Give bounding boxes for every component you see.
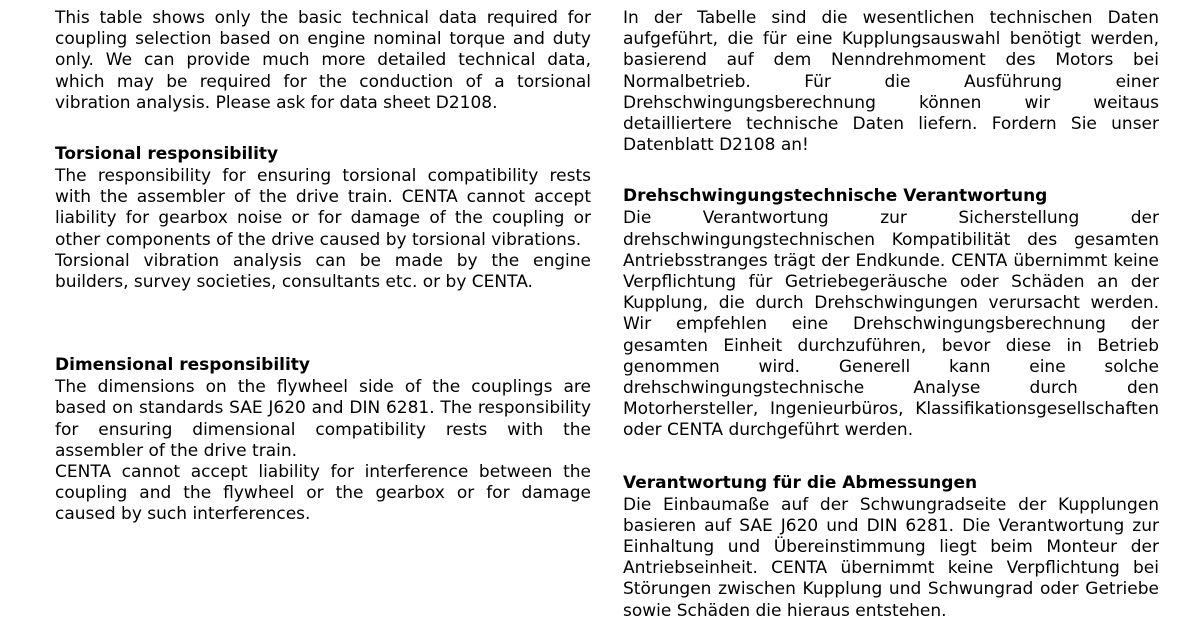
intro-block-english xyxy=(55,8,591,114)
section-paragraph-torsional-1: The responsibility for ensuring torsional compatibility rests with the assembler of the drive train. CENTA cannot accept liability for gearbox noise or for damage of the coupling or other components of the drive caused by torsional vibrations. xyxy=(55,166,591,250)
two-column-layout xyxy=(55,8,1177,622)
spacer xyxy=(623,156,1159,186)
section-torsional-responsibility xyxy=(55,144,591,293)
intro-paragraph-german: In der Tabelle sind die wesentlichen technischen Daten aufgeführt, die für eine Kupplungsauswahl benötigt werden, basierend auf dem Nenndrehmoment des Motors bei Normalbetrieb. Für die Ausführung einer Drehschwingungsberechnung können wir weitaus detailliertere technische Daten liefern. Fordern Sie unser Datenblatt D2108 an! xyxy=(623,8,1159,156)
section-paragraph-abmessungen-1: Die Einbaumaße auf der Schwungradseite der Kupplungen basieren auf SAE J620 und DIN 6281. Die Verantwortung zur Einhaltung und Übereinstimmung liegt beim Monteur der Antriebseinheit. CENTA übernimmt keine Verpflichtung bei Störungen zwischen Kupplung und Schwungrad oder Getriebe sowie Schäden die hieraus entstehen. xyxy=(623,494,1159,621)
section-paragraph-dimensional-1: The dimensions on the flywheel side of the couplings are based on standards SAE J620 and DIN 6281. The responsibility for ensuring dimensional compatibility rests with the assembler of the drive train. xyxy=(55,377,591,461)
spacer xyxy=(55,293,591,324)
section-dimensional-responsibility xyxy=(55,355,591,525)
section-paragraph-dimensional-2: CENTA cannot accept liability for interference between the coupling and the flywheel or the gearbox or for damage caused by such interferences. xyxy=(55,462,591,525)
section-heading-dimensional-responsibility: Dimensional responsibility xyxy=(55,355,311,376)
section-paragraph-drehschwingung-1: Die Verantwortung zur Sicherstellung der drehschwingungstechnischen Kompatibilität des gesamten Antriebsstranges trägt der Endkunde. CENTA übernimmt keine Verpflichtung für Getriebegeräusche oder Schäden an der Kupplung, die durch Drehschwingungen verursacht werden. Wir empfehlen eine Drehschwingungsberechnung der gesamten Einheit durchzuführen, bevor diese in Betrieb genommen wird. Generell kann eine solche drehschwingungstechnische Analyse durch den Motorhersteller, Ingenieurbüros, Klassifikationsgesellschaften oder CENTA durchgeführt werden. xyxy=(623,208,1159,441)
section-heading-torsional-responsibility: Torsional responsibility xyxy=(55,144,279,165)
intro-paragraph-english: This table shows only the basic technical data required for coupling selection based on engine nominal torque and duty only. We can provide much more detailed technical data, which may be required for the conduction of a torsional vibration analysis. Please ask for data sheet D2108. xyxy=(55,8,591,113)
spacer xyxy=(55,324,591,355)
section-verantwortung-abmessungen xyxy=(623,473,1159,622)
section-paragraph-torsional-2: Torsional vibration analysis can be made by the engine builders, survey societies, consultants etc. or by CENTA. xyxy=(55,250,591,293)
intro-block-german xyxy=(623,8,1159,156)
spacer xyxy=(55,114,591,144)
column-german xyxy=(623,8,1159,622)
section-heading-verantwortung-abmessungen: Verantwortung für die Abmessungen xyxy=(623,472,978,493)
column-english xyxy=(55,8,591,622)
spacer xyxy=(623,442,1159,473)
section-heading-drehschwingungstechnische-verantwortung: Drehschwingungstechnische Verantwortung xyxy=(623,186,1048,207)
section-drehschwingungstechnische-verantwortung xyxy=(623,186,1159,441)
